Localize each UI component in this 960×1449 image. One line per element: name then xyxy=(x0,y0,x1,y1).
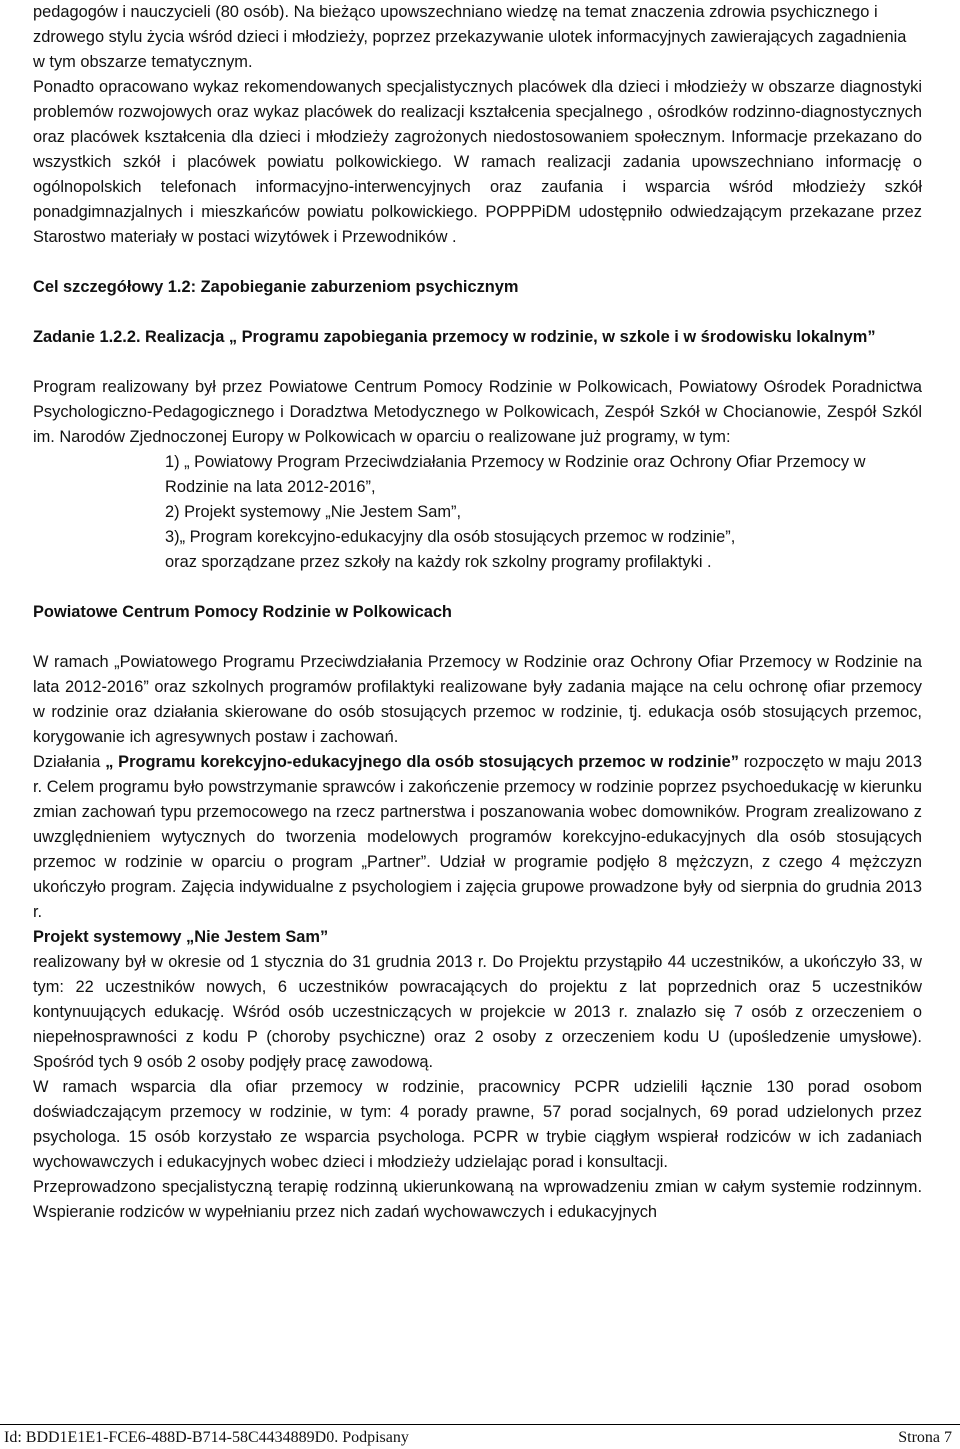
text-dzialania-rest: rozpoczęto w maju 2013 r. Celem programu było powstrzymanie sprawców i zakończenie przemocy w rodzinie poprzez psychoedukację w kierunku zmian zachowań typu przemocowego na rzecz partnerstwa i poszanowania wobec domowników. Program zrealizowano z uwzględnieniem wytycznych do tworzenia modelowych programów korekcyjno-edukacyjnych dla osób stosujących przemoc w rodzinie w oparciu o program „Partner”. Udział w programie podjęło 8 mężczyzn, z czego 4 mężczyzn ukończyło program. Zajęcia indywidualne z psychologiem i zajęcia grupowe prowadzone były od sierpnia do grudnia 2013 r. xyxy=(33,753,922,921)
text-dzialania: Działania xyxy=(33,753,106,771)
heading-projekt: Projekt systemowy „Nie Jestem Sam” xyxy=(33,928,329,946)
list-item: 3)„ Program korekcyjno-edukacyjny dla osób stosujących przemoc w rodzinie”, xyxy=(165,528,736,546)
paragraph-terapia: Przeprowadzono specjalistyczną terapię rodzinną ukierunkowaną na wprowadzeniu zmian w całym systemie rodzinnym. Wspieranie rodziców w wypełnianiu przez nich zadań wychowawczych i edukacyjnych xyxy=(33,1178,922,1221)
heading-zadanie: Zadanie 1.2.2. Realizacja „ Programu zapobiegania przemocy w rodzinie, w szkole i w środowisku lokalnym” xyxy=(33,328,876,346)
heading-cel-szczegolowy: Cel szczegółowy 1.2: Zapobieganie zaburzeniom psychicznym xyxy=(33,278,519,296)
paragraph-w-ramach: W ramach „Powiatowego Programu Przeciwdziałania Przemocy w Rodzinie oraz Ochrony Ofiar Przemocy w Rodzinie na lata 2012-2016” oraz szkolnych programów profilaktyki realizowane były zadania mające na celu ochronę ofiar przemocy w rodzinie oraz działania skierowane do osób stosujących przemoc w rodzinie, tj. edukacja osób stosujących przemoc, korygowanie ich agresywnych postaw i zachowań. xyxy=(33,653,922,746)
page-footer xyxy=(4,1428,952,1448)
list-item: oraz sporządzane przez szkoły na każdy rok szkolny programy profilaktyki . xyxy=(165,553,712,571)
paragraph-dzialania xyxy=(33,750,922,925)
list-item: 1) „ Powiatowy Program Przeciwdziałania Przemocy w Rodzinie oraz Ochrony Ofiar Przemocy w Rodzinie na lata 2012-2016”, xyxy=(165,453,866,496)
programs-list xyxy=(33,450,922,575)
footer-page-number: Strona 7 xyxy=(898,1429,952,1446)
document-page xyxy=(33,0,922,1225)
footer-divider xyxy=(0,1424,960,1425)
paragraph-ponadto: Ponadto opracowano wykaz rekomendowanych specjalistycznych placówek dla dzieci i młodzieży w obszarze diagnostyki problemów rozwojowych oraz wykaz placówek do realizacji kształcenia specjalnego , ośrodków rodzinno-diagnostycznych oraz placówek kształcenia dla dzieci i młodzieży zagrożonych niedostosowaniem społecznym. Informacje przekazano do wszystkich szkół i placówek powiatu polkowickiego. W ramach realizacji zadania upowszechniano informację o ogólnopolskich telefonach informacyjno-interwencyjnych oraz zaufania i wsparcia wśród młodzieży szkół ponadgimnazjalnych i mieszkańców powiatu polkowickiego. POPPPiDM udostępniło odwiedzającym przekazane przez Starostwo materiały w postaci wizytówek i Przewodników . xyxy=(33,78,922,246)
paragraph-program: Program realizowany był przez Powiatowe Centrum Pomocy Rodzinie w Polkowicach, Powiatowy Ośrodek Poradnictwa Psychologiczno-Pedagogicznego i Doradztwa Metodycznego w Polkowicach, Zespół Szkół w Chocianowie, Zespół Szkól im. Narodów Zjednoczonej Europy w Polkowicach w oparciu o realizowane już programy, w tym: xyxy=(33,378,922,446)
footer-document-id: Id: BDD1E1E1-FCE6-488D-B714-58C4434889D0. Podpisany xyxy=(4,1429,409,1446)
list-item: 2) Projekt systemowy „Nie Jestem Sam”, xyxy=(165,503,462,521)
paragraph-wsparcie: W ramach wsparcia dla ofiar przemocy w rodzinie, pracownicy PCPR udzielili łącznie 130 porad osobom doświadczającym przemocy w rodzinie, w tym: 4 porady prawne, 57 porad socjalnych, 69 porad udzielonych przez psychologa. 15 osób korzystało ze wsparcia psychologa. PCPR w trybie ciągłym wspierał rodziców w ich zadaniach wychowawczych i edukacyjnych wobec dzieci i młodzieży udzielając porad i konsultacji. xyxy=(33,1078,922,1171)
paragraph-intro: pedagogów i nauczycieli (80 osób). Na bieżąco upowszechniano wiedzę na temat znaczenia zdrowia psychicznego i zdrowego stylu życia wśród dzieci i młodzieży, poprzez przekazywanie ulotek informacyjnych zawierających zagadnienia w tym obszarze tematycznym. xyxy=(33,3,907,71)
paragraph-realizowany: realizowany był w okresie od 1 stycznia do 31 grudnia 2013 r. Do Projektu przystąpiło 44 uczestników, a ukończyło 33, w tym: 22 uczestników nowych, 6 uczestników powracających do projektu z lat poprzednich oraz 5 uczestników kontynuujących edukację. Wśród osób uczestniczących w projekcie w 2013 r. znalazło się 7 osób z orzeczeniem o niepełnosprawności z kodu P (choroby psychiczne) oraz 2 osoby z orzeczeniem kodu U (upośledzenie umysłowe). Spośród tych 9 osób 2 osoby podjęły pracę zawodową. xyxy=(33,953,922,1071)
heading-pcpr: Powiatowe Centrum Pomocy Rodzinie w Polkowicach xyxy=(33,603,452,621)
text-program-title: „ Programu korekcyjno-edukacyjnego dla osób stosujących przemoc w rodzinie” xyxy=(105,753,739,771)
